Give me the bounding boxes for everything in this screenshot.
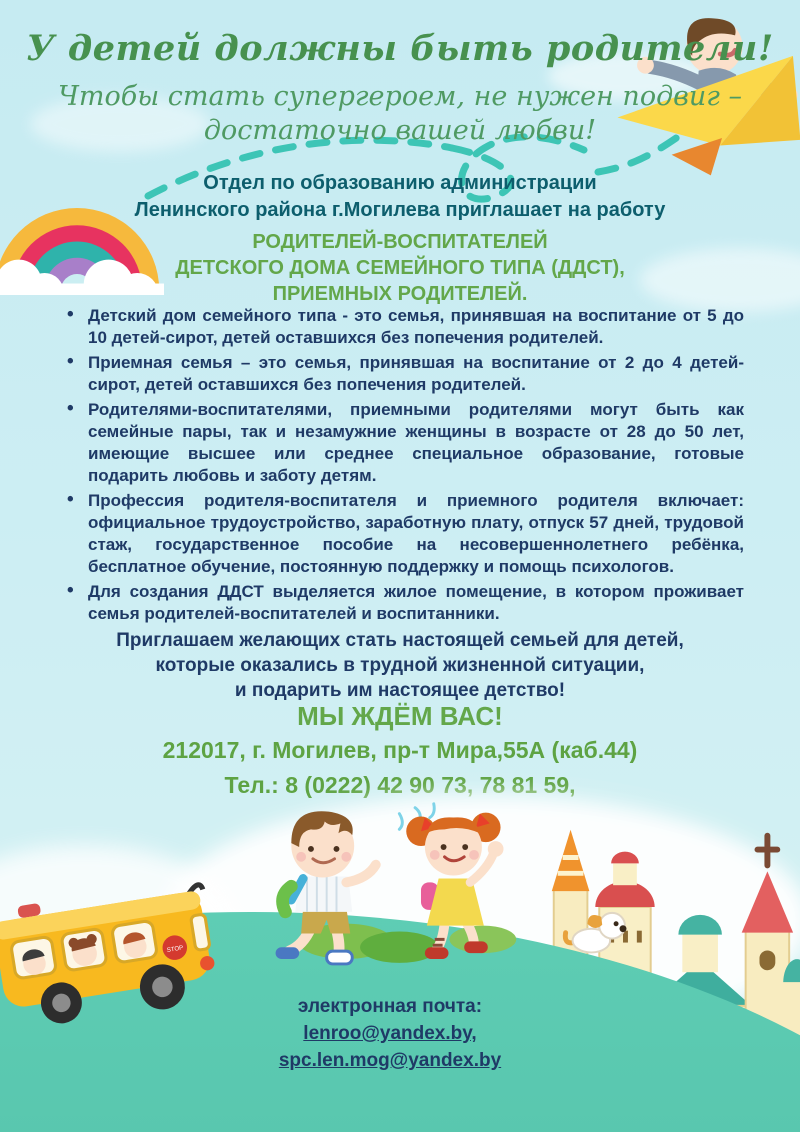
invitation-line-3: и подарить им настоящее детство! <box>234 680 566 701</box>
vacancy-line-1: РОДИТЕЛЕЙ-ВОСПИТАТЕЛЕЙ <box>252 231 548 253</box>
running-children-illustration <box>252 792 532 969</box>
email-link-2[interactable]: spc.len.mog@yandex.by <box>278 1050 502 1071</box>
invitation-line-2: которые оказались в трудной жизненной ситуации, <box>155 655 645 676</box>
bullet-item: • Детский дом семейного типа - это семья, принявшая на воспитание от 5 до 10 детей-сирот, детей оставшихся без попечения родителей. <box>60 305 744 349</box>
vacancy-line-2: ДЕТСКОГО ДОМА СЕМЕЙНОГО ТИПА (ДДСТ), <box>175 257 625 279</box>
main-title: У детей должны быть родители! <box>26 28 774 69</box>
vacancy-line-3: ПРИЕМНЫХ РОДИТЕЛЕЙ. <box>272 283 528 305</box>
phone-text: Тел.: 8 (0222) 42 90 73, 78 81 59, <box>224 772 576 798</box>
address-text: 212017, г. Могилев, пр-т Мира,55А (каб.44) <box>162 737 638 763</box>
contact-email-block <box>140 993 640 1074</box>
intro-line-2: Ленинского района г.Могилева приглашает на работу <box>134 199 666 221</box>
intro-text <box>0 170 800 224</box>
vacancy-heading <box>0 229 800 307</box>
intro-line-1: Отдел по образованию администрации <box>203 172 597 194</box>
subtitle-line-1: Чтобы стать супергероем, не нужен подвиг – <box>57 81 743 112</box>
bullet-item: • Родителями-воспитателями, приемными родителями могут быть как семейные пары, так и незамужние женщины в возрасте от 28 до 50 лет, имеющие высшее или среднее специальное образование, готовые подарить любовь и заботу детям. <box>60 399 744 487</box>
cta-text: МЫ ЖДЁМ ВАС! <box>297 701 503 731</box>
invitation-line-1: Приглашаем желающих стать настоящей семьей для детей, <box>116 630 684 651</box>
bullet-item: • Профессия родителя-воспитателя и приемного родителя включает: официальное трудоустройство, заработную плату, отпуск 57 дней, трудовой стаж, государственное пособие на несовершеннолетнего ребёнка, бесплатное обучение, постоянную поддержку и помощь психологов. <box>60 490 744 578</box>
email-label: электронная почта: <box>297 996 483 1017</box>
email-link-1[interactable]: lenroo@yandex.by, <box>303 1023 477 1044</box>
invitation-text <box>0 628 800 703</box>
bus-stop-sign: STOP <box>166 944 184 954</box>
info-bullet-list <box>60 305 744 628</box>
subtitle <box>0 80 800 148</box>
subtitle-line-2: достаточно вашей любви! <box>203 115 597 146</box>
bullet-item: • Для создания ДДСТ выделяется жилое помещение, в котором проживает семья родителей-воспитателей и воспитанники. <box>60 581 744 625</box>
bullet-item: • Приемная семья – это семья, принявшая на воспитание от 2 до 4 детей-сирот, детей оставшихся без попечения родителей. <box>60 352 744 396</box>
